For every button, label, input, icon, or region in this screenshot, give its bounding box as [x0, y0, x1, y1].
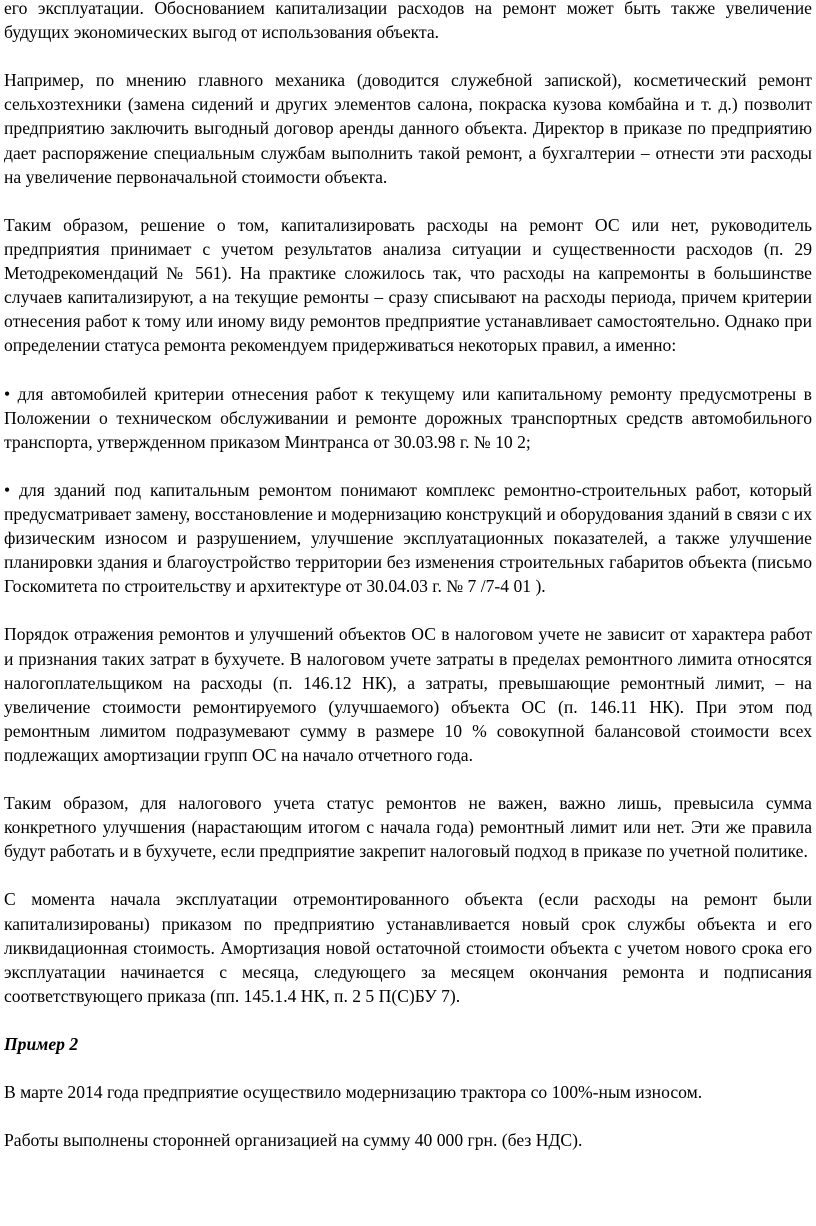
paragraph-example-mechanic: Например, по мнению главного механика (доводится служебной запиской), косметический ремонт сельхозтехники (замена сидений и других элементов салона, покраска кузова комбайна и т. д.) позволит предприятию заключить выгодный договор аренды данного объекта. Директор в приказе по предприятию дает распоряжение специальным службам выполнить такой ремонт, а бухгалтерии – отнести эти расходы на увеличение первоначальной стоимости объекта.: [4, 70, 812, 187]
paragraph-tax-accounting: Порядок отражения ремонтов и улучшений объектов ОС в налоговом учете не зависит от характера работ и признания таких затрат в бухучете. В налоговом учете затраты в пределах ремонтного лимита относятся налогоплательщиком на расходы (п. 146.12 НК), а затраты, превышающие ремонтный лимит, – на увеличение стоимости ремонтируемого (улучшаемого) объекта ОС (п. 146.11 НК). При этом под ремонтным лимитом подразумевают сумму в размере 10 % совокупной балансовой стоимости всех подлежащих амортизации групп ОС на начало отчетного года.: [4, 624, 812, 765]
paragraph-depreciation: С момента начала эксплуатации отремонтированного объекта (если расходы на ремонт были капитализированы) приказом по предприятию устанавливается новый срок службы объекта и его ликвидационная стоимость. Амортизация новой остаточной стоимости объекта с учетом нового срока его эксплуатации начинается с месяца, следующего за месяцем окончания ремонта и подписания соответствующего приказа (пп. 145.1.4 НК, п. 2 5 П(С)БУ 7).: [4, 889, 812, 1006]
example-line-modernization: В марте 2014 года предприятие осуществило модернизацию трактора со 100%-ным износом.: [4, 1082, 703, 1103]
paragraph-decision-rules: Таким образом, решение о том, капитализировать расходы на ремонт ОС или нет, руководитель предприятия принимает с учетом результатов анализа ситуации и существенности расходов (п. 29 Методрекомендаций № 561). На практике сложилось так, что расходы на капремонты в большинстве случаев капитализируют, а на текущие ремонты – сразу списывают на расходы периода, причем критерии отнесения работ к тому или иному виду ремонтов предприятие устанавливает самостоятельно. Однако при определении статуса ремонта рекомендуем придерживаться некоторых правил, а именно:: [4, 214, 812, 356]
paragraph-tax-status: Таким образом, для налогового учета статус ремонтов не важен, важно лишь, превысила сумма конкретного улучшения (нарастающим итогом с начала года) ремонтный лимит или нет. Эти же правила будут работать и в бухучете, если предприятие закрепит налоговый подход в приказе по учетной политике.: [4, 793, 812, 862]
bullet-buildings: • для зданий под капитальным ремонтом понимают комплекс ремонтно-строительных работ, который предусматривает замену, восстановление и модернизацию конструкций и оборудования зданий в связи с их физическим износом и разрушением, улучшение эксплуатационных показателей, а также улучшение планировки здания и благоустройство территории без изменения строительных габаритов объекта (письмо Госкомитета по строительству и архитектуре от 30.04.03 г. № 7 /7-4 01 ).: [4, 479, 812, 597]
bullet-vehicles: • для автомобилей критерии отнесения работ к текущему или капитальному ремонту предусмотрены в Положении о техническом обслуживании и ремонте дорожных транспортных средств автомобильного транспорта, утвержденном приказом Минтранса от 30.03.98 г. № 10 2;: [4, 383, 812, 452]
paragraph-capitalization-basis: его эксплуатации. Обоснованием капитализации расходов на ремонт может быть также увеличение будущих экономических выгод от использования объекта.: [4, 0, 812, 43]
example-heading: Пример 2: [4, 1034, 79, 1055]
example-line-works-cost: Работы выполнены сторонней организацией на сумму 40 000 грн. (без НДС).: [4, 1130, 583, 1151]
